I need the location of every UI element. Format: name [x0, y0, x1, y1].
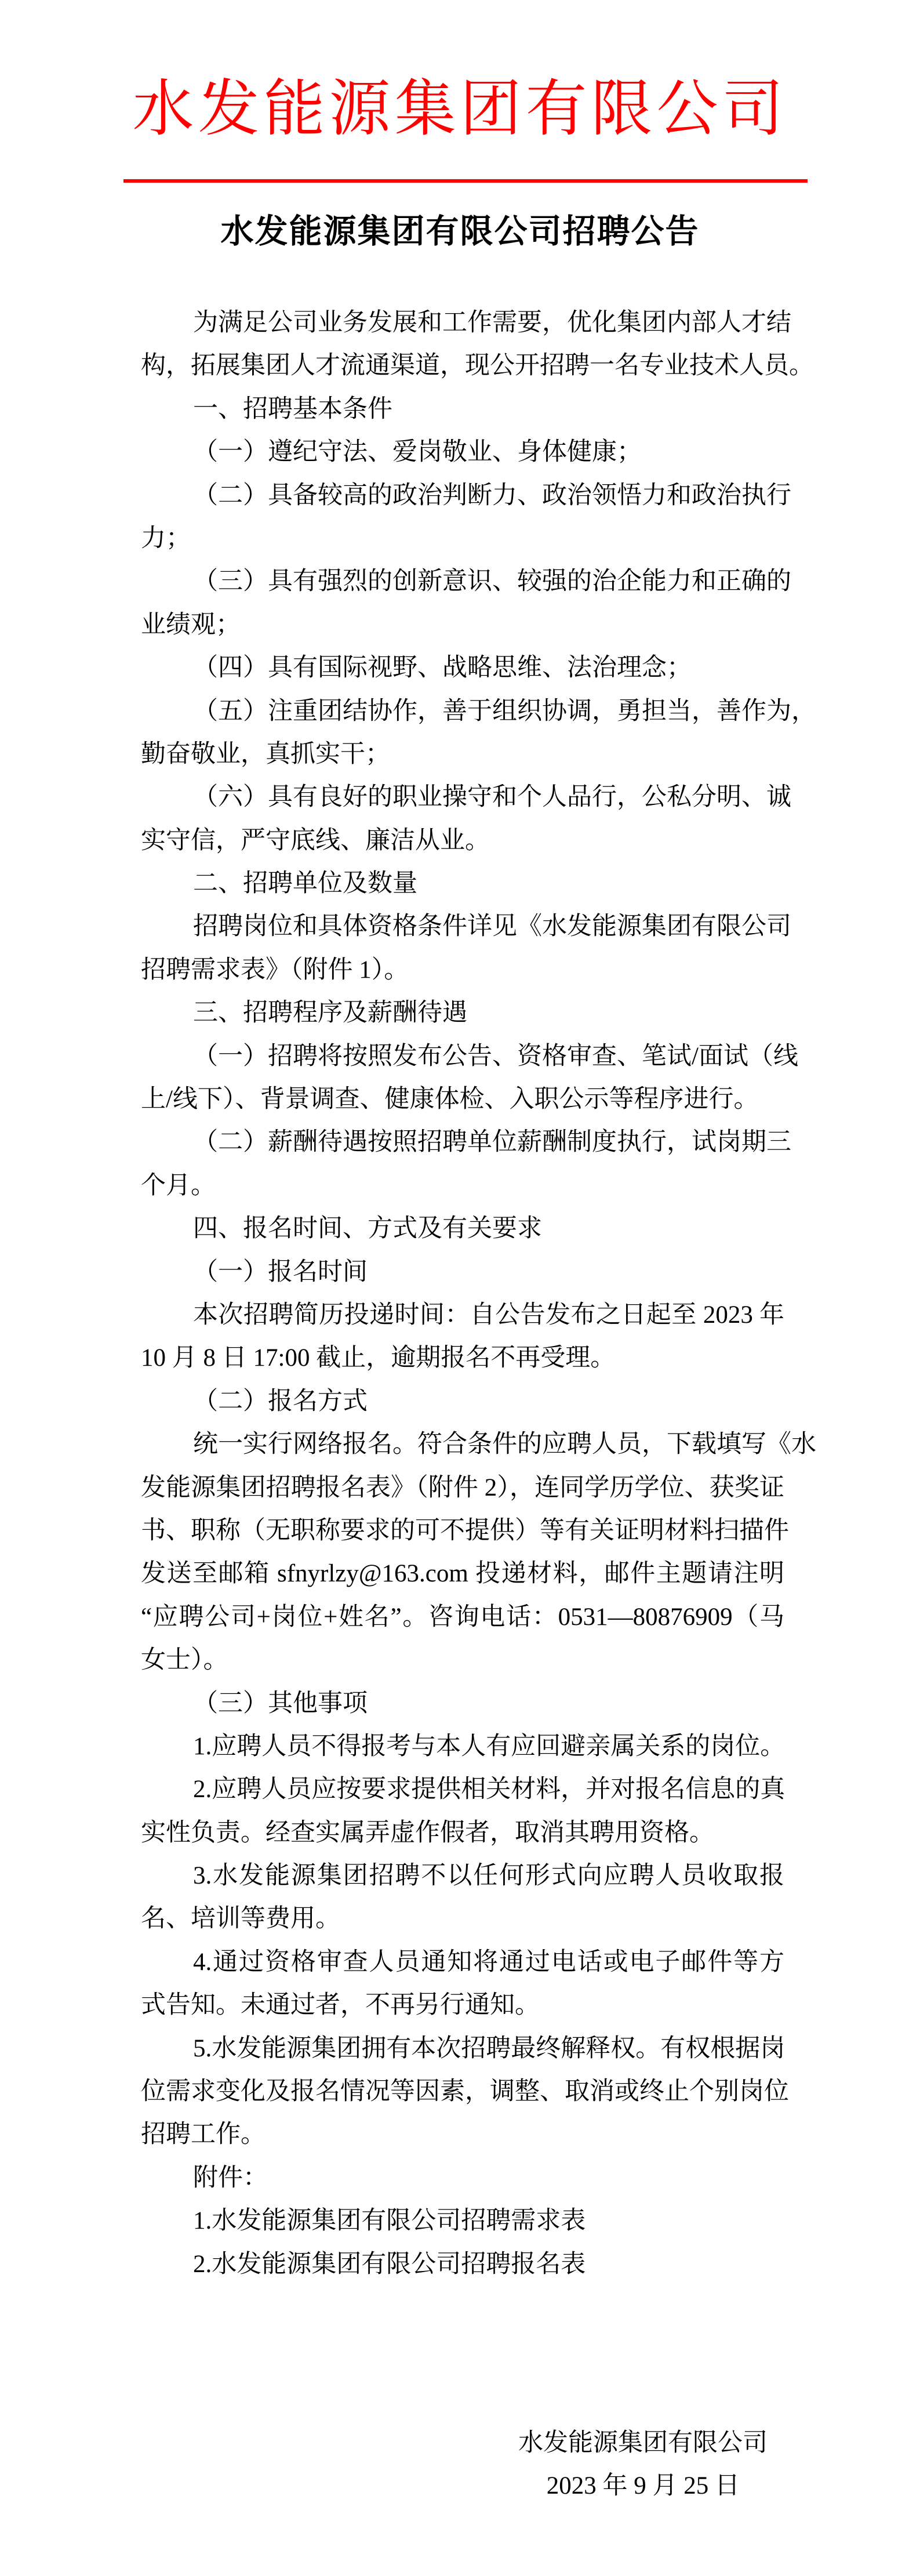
doc-line: 统一实行网络报名。符合条件的应聘人员，下载填写《水 — [193, 1431, 816, 1458]
doc-line: 10 月 8 日 17:00 截止，逾期报名不再受理。 — [141, 1344, 616, 1372]
page-title: 水发能源集团有限公司招聘公告 — [220, 213, 700, 250]
doc-line: 业绩观； — [141, 611, 241, 638]
doc-line: 式告知。未通过者，不再另行通知。 — [141, 1991, 540, 2019]
doc-line: 2.应聘人员应按要求提供相关材料，并对报名信息的真 — [193, 1776, 786, 1804]
doc-line: 5.水发能源集团拥有本次招聘最终解释权。有权根据岗 — [193, 2034, 786, 2062]
doc-line: 招聘需求表》（附件 1）。 — [141, 956, 409, 984]
doc-line-phone: “应聘公司+岗位+姓名”。咨询电话：0531—80876909（马 — [141, 1603, 784, 1631]
doc-line: （一）报名时间 — [193, 1258, 368, 1286]
signature-date: 2023 年 9 月 25 日 — [546, 2472, 740, 2499]
doc-line: （一）招聘将按照发布公告、资格审查、笔试/面试（线 — [193, 1042, 798, 1070]
announcement-body — [141, 302, 816, 2286]
doc-line: 构，拓展集团人才流通渠道，现公开招聘一名专业技术人员。 — [141, 352, 814, 380]
doc-line: （六）具有良好的职业操守和个人品行，公私分明、诚 — [193, 783, 791, 811]
doc-line: 力； — [141, 524, 191, 552]
doc-line: 女士）。 — [141, 1646, 228, 1674]
section-heading-1: 一、招聘基本条件 — [193, 395, 392, 423]
doc-line: （三）具有强烈的创新意识、较强的治企能力和正确的 — [193, 568, 791, 596]
masthead-company-title: 水发能源集团有限公司 — [132, 75, 788, 143]
doc-line: 招聘工作。 — [141, 2121, 266, 2149]
attachments-heading: 附件： — [193, 2164, 268, 2192]
doc-line: 为满足公司业务发展和工作需要，优化集团内部人才结 — [193, 309, 791, 336]
doc-line: （一）遵纪守法、爱岗敬业、身体健康； — [193, 438, 642, 466]
doc-line: 书、职称（无职称要求的可不提供）等有关证明材料扫描件 — [141, 1516, 789, 1544]
doc-line: 4.通过资格审查人员通知将通过电话或电子邮件等方 — [193, 1948, 784, 1976]
section-heading-3: 三、招聘程序及薪酬待遇 — [193, 999, 467, 1027]
doc-line: 位需求变化及报名情况等因素，调整、取消或终止个别岗位 — [141, 2078, 789, 2106]
doc-line: 实守信，严守底线、廉洁从业。 — [141, 826, 490, 854]
doc-line: 发能源集团招聘报名表》（附件 2），连同学历学位、获奖证 — [141, 1474, 784, 1501]
doc-line: （四）具有国际视野、战略思维、法治理念； — [193, 654, 692, 682]
doc-line: 1.应聘人员不得报考与本人有应回避亲属关系的岗位。 — [193, 1732, 786, 1760]
doc-line: 个月。 — [141, 1171, 216, 1199]
doc-line: 勤奋敬业，真抓实干； — [141, 740, 390, 768]
doc-line: （二）薪酬待遇按照招聘单位薪酬制度执行，试岗期三 — [193, 1129, 791, 1156]
doc-line: （二）报名方式 — [193, 1387, 368, 1415]
doc-line-email: 发送至邮箱 sfnyrlzy@163.com 投递材料，邮件主题请注明 — [141, 1560, 784, 1588]
section-heading-2: 二、招聘单位及数量 — [193, 870, 417, 898]
doc-line: （五）注重团结协作，善于组织协调，勇担当，善作为， — [193, 697, 816, 725]
section-heading-4: 四、报名时间、方式及有关要求 — [193, 1215, 542, 1243]
doc-line: 实性负责。经查实属弄虚作假者，取消其聘用资格。 — [141, 1819, 714, 1846]
doc-line: 本次招聘简历投递时间：自公告发布之日起至 2023 年 — [193, 1301, 784, 1329]
doc-line: 3.水发能源集团招聘不以任何形式向应聘人员收取报 — [193, 1862, 784, 1890]
attachment-item-1: 1.水发能源集团有限公司招聘需求表 — [193, 2207, 586, 2235]
attachment-item-2: 2.水发能源集团有限公司招聘报名表 — [193, 2250, 586, 2278]
doc-line: 名、培训等费用。 — [141, 1905, 340, 1933]
doc-line: 上/线下）、背景调查、健康体检、入职公示等程序进行。 — [141, 1086, 759, 1113]
doc-line: 招聘岗位和具体资格条件详见《水发能源集团有限公司 — [193, 913, 791, 941]
red-divider-rule — [123, 179, 808, 183]
signature-company: 水发能源集团有限公司 — [518, 2429, 768, 2457]
doc-line: （二）具备较高的政治判断力、政治领悟力和政治执行 — [193, 481, 791, 509]
doc-line: （三）其他事项 — [193, 1689, 368, 1717]
